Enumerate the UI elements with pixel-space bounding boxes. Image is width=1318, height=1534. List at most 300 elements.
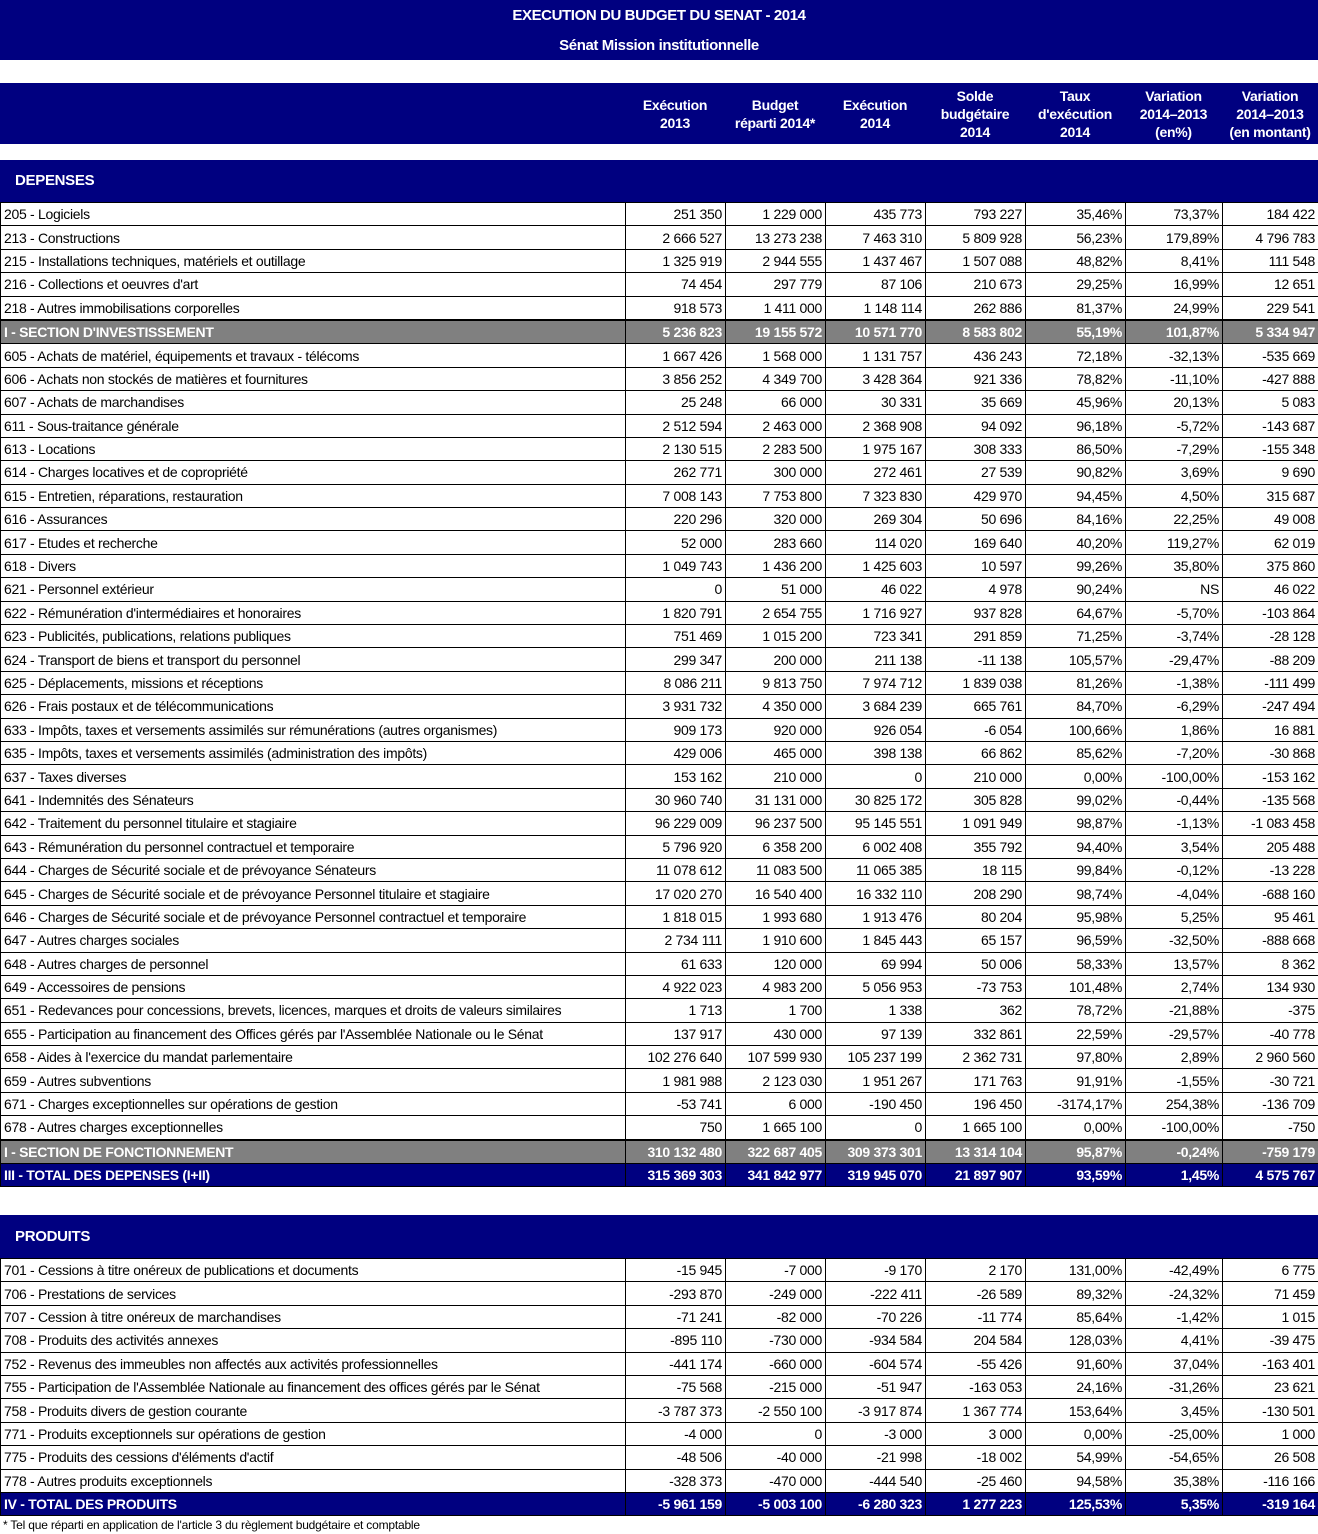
value-cell: 4,41% (1126, 1329, 1223, 1352)
value-cell: -48 506 (626, 1446, 726, 1469)
value-cell: 96,18% (1026, 414, 1126, 437)
value-cell: 55,19% (1026, 320, 1126, 344)
value-cell: 16 332 110 (826, 882, 926, 905)
row-label: 643 - Rémunération du personnel contractuel et temporaire (1, 835, 626, 858)
value-cell: -11 774 (926, 1305, 1026, 1328)
value-cell: 196 450 (926, 1092, 1026, 1115)
row-label: 617 - Etudes et recherche (1, 531, 626, 554)
value-cell: 2 734 111 (626, 929, 726, 952)
value-cell: -3 787 373 (626, 1399, 726, 1422)
value-cell: 0,00% (1026, 1116, 1126, 1140)
value-cell: 95 145 551 (826, 812, 926, 835)
row-label: 678 - Autres charges exceptionnelles (1, 1116, 626, 1140)
value-cell: 315 687 (1223, 484, 1318, 507)
value-cell: 1 713 (626, 999, 726, 1022)
value-cell: 153,64% (1026, 1399, 1126, 1422)
value-cell: -1,38% (1126, 671, 1223, 694)
value-cell: 51 000 (726, 578, 826, 601)
value-cell: 5,35% (1126, 1492, 1223, 1515)
value-cell: 105,57% (1026, 648, 1126, 671)
value-cell: 1 568 000 (726, 344, 826, 367)
table-row (1, 1069, 1318, 1092)
value-cell: -249 000 (726, 1282, 826, 1305)
table-row (1, 1305, 1318, 1328)
value-cell: -9 170 (826, 1259, 926, 1282)
value-cell: 2 362 731 (926, 1046, 1026, 1069)
value-cell: 87 106 (826, 273, 926, 296)
column-header: Exécution 2014 (842, 96, 908, 131)
value-cell: 1 425 603 (826, 554, 926, 577)
row-label: 706 - Prestations de services (1, 1282, 626, 1305)
table-row (1, 203, 1318, 226)
table-row (1, 1046, 1318, 1069)
value-cell: 4 350 000 (726, 695, 826, 718)
value-cell: -5,72% (1126, 414, 1223, 437)
value-cell: -28 128 (1223, 625, 1318, 648)
table-row (1, 1469, 1318, 1492)
value-cell: 19 155 572 (726, 320, 826, 344)
value-cell: 1 015 (1223, 1305, 1318, 1328)
value-cell: -441 174 (626, 1352, 726, 1375)
value-cell: -1,13% (1126, 812, 1223, 835)
value-cell: 7 008 143 (626, 484, 726, 507)
value-cell: 1 981 988 (626, 1069, 726, 1092)
value-cell: 50 006 (926, 952, 1026, 975)
row-label: IV - TOTAL DES PRODUITS (1, 1492, 626, 1515)
value-cell: 926 054 (826, 718, 926, 741)
value-cell: 430 000 (726, 1022, 826, 1045)
value-cell: 96,59% (1026, 929, 1126, 952)
value-cell: 5 809 928 (926, 226, 1026, 249)
table-row (1, 625, 1318, 648)
value-cell: 918 573 (626, 296, 726, 320)
value-cell: -934 584 (826, 1329, 926, 1352)
value-cell: 30 825 172 (826, 788, 926, 811)
value-cell: -604 574 (826, 1352, 926, 1375)
table-row (1, 484, 1318, 507)
row-label: 655 - Participation au financement des Offices gérés par l'Assemblée Nationale ou le Sénat (1, 1022, 626, 1045)
value-cell: 114 020 (826, 531, 926, 554)
value-cell: -100,00% (1126, 1116, 1223, 1140)
value-cell: 16 540 400 (726, 882, 826, 905)
value-cell: 23 621 (1223, 1375, 1318, 1398)
value-cell: -759 179 (1223, 1140, 1318, 1164)
column-header: Budget réparti 2014* (734, 96, 816, 131)
value-cell: 1 665 100 (926, 1116, 1026, 1140)
value-cell: -215 000 (726, 1375, 826, 1398)
value-cell: 8 583 802 (926, 320, 1026, 344)
value-cell: 1 818 015 (626, 905, 726, 928)
value-cell: -18 002 (926, 1446, 1026, 1469)
value-cell: 1 667 426 (626, 344, 726, 367)
table-row (1, 765, 1318, 788)
table-row (1, 1375, 1318, 1398)
value-cell: 1 148 114 (826, 296, 926, 320)
value-cell: 254,38% (1126, 1092, 1223, 1115)
value-cell: 320 000 (726, 508, 826, 531)
value-cell: 5 056 953 (826, 975, 926, 998)
value-cell: 102 276 640 (626, 1046, 726, 1069)
value-cell: -135 568 (1223, 788, 1318, 811)
value-cell: 13,57% (1126, 952, 1223, 975)
value-cell: 362 (926, 999, 1026, 1022)
value-cell: 211 138 (826, 648, 926, 671)
value-cell: 1 131 757 (826, 344, 926, 367)
value-cell: 5 334 947 (1223, 320, 1318, 344)
value-cell: 46 022 (826, 578, 926, 601)
value-cell: 1 436 200 (726, 554, 826, 577)
value-cell: -32,13% (1126, 344, 1223, 367)
value-cell: 13 273 238 (726, 226, 826, 249)
value-cell: 72,18% (1026, 344, 1126, 367)
table-row (1, 391, 1318, 414)
value-cell: -71 241 (626, 1305, 726, 1328)
value-cell: 2 654 755 (726, 601, 826, 624)
table-row (1, 344, 1318, 367)
value-cell: 24,99% (1126, 296, 1223, 320)
value-cell: 1 367 774 (926, 1399, 1026, 1422)
column-header: Variation 2014–2013 (en%) (1139, 87, 1208, 140)
column-header-band (0, 83, 1318, 144)
value-cell: -103 864 (1223, 601, 1318, 624)
table-row (1, 226, 1318, 249)
value-cell: -29,57% (1126, 1022, 1223, 1045)
value-cell: -293 870 (626, 1282, 726, 1305)
value-cell: -6 054 (926, 718, 1026, 741)
value-cell: 6 000 (726, 1092, 826, 1115)
value-cell: -895 110 (626, 1329, 726, 1352)
value-cell: 99,26% (1026, 554, 1126, 577)
value-cell: -55 426 (926, 1352, 1026, 1375)
value-cell: 322 687 405 (726, 1140, 826, 1164)
table-row (1, 952, 1318, 975)
value-cell: 4,50% (1126, 484, 1223, 507)
row-label: 205 - Logiciels (1, 203, 626, 226)
value-cell: 80 204 (926, 905, 1026, 928)
value-cell: 2 283 500 (726, 437, 826, 460)
title-banner (0, 0, 1318, 60)
value-cell: 171 763 (926, 1069, 1026, 1092)
value-cell: 2 123 030 (726, 1069, 826, 1092)
value-cell: 11 065 385 (826, 858, 926, 881)
value-cell: 18 115 (926, 858, 1026, 881)
value-cell: -3,74% (1126, 625, 1223, 648)
value-cell: 35,80% (1126, 554, 1223, 577)
value-cell: -1 083 458 (1223, 812, 1318, 835)
value-cell: 921 336 (926, 367, 1026, 390)
value-cell: 1 993 680 (726, 905, 826, 928)
value-cell: 204 584 (926, 1329, 1026, 1352)
row-label: 605 - Achats de matériel, équipements et travaux - télécoms (1, 344, 626, 367)
value-cell: 1 910 600 (726, 929, 826, 952)
row-label: 616 - Assurances (1, 508, 626, 531)
value-cell: 220 296 (626, 508, 726, 531)
value-cell: 26 508 (1223, 1446, 1318, 1469)
value-cell: 91,60% (1026, 1352, 1126, 1375)
row-label: 671 - Charges exceptionnelles sur opérations de gestion (1, 1092, 626, 1115)
value-cell: 62 019 (1223, 531, 1318, 554)
table-row (1, 788, 1318, 811)
row-label: 625 - Déplacements, missions et réceptions (1, 671, 626, 694)
table-row (1, 975, 1318, 998)
value-cell: -136 709 (1223, 1092, 1318, 1115)
value-cell: -143 687 (1223, 414, 1318, 437)
table-row (1, 718, 1318, 741)
value-cell: -42,49% (1126, 1259, 1223, 1282)
value-cell: 27 539 (926, 461, 1026, 484)
value-cell: 751 469 (626, 625, 726, 648)
row-label: 755 - Participation de l'Assemblée Nationale au financement des offices gérés par le Sénat (1, 1375, 626, 1398)
value-cell: -3174,17% (1026, 1092, 1126, 1115)
row-label: 624 - Transport de biens et transport du personnel (1, 648, 626, 671)
value-cell: 0,00% (1026, 765, 1126, 788)
table-row (1, 1446, 1318, 1469)
value-cell: 81,37% (1026, 296, 1126, 320)
table-row (1, 601, 1318, 624)
value-cell: 9 813 750 (726, 671, 826, 694)
value-cell: 100,66% (1026, 718, 1126, 741)
value-cell: 793 227 (926, 203, 1026, 226)
value-cell: 58,33% (1026, 952, 1126, 975)
value-cell: -11 138 (926, 648, 1026, 671)
value-cell: 96 237 500 (726, 812, 826, 835)
value-cell: -25,00% (1126, 1422, 1223, 1445)
value-cell: 12 651 (1223, 273, 1318, 296)
value-cell: -328 373 (626, 1469, 726, 1492)
value-cell: 25 248 (626, 391, 726, 414)
table-row (1, 1022, 1318, 1045)
value-cell: 210 673 (926, 273, 1026, 296)
value-cell: 723 341 (826, 625, 926, 648)
table-row (1, 648, 1318, 671)
value-cell: -0,12% (1126, 858, 1223, 881)
row-label: 651 - Redevances pour concessions, brevets, licences, marques et droits de valeurs similaires (1, 999, 626, 1022)
value-cell: 66 000 (726, 391, 826, 414)
value-cell: -73 753 (926, 975, 1026, 998)
value-cell: 2,89% (1126, 1046, 1223, 1069)
value-cell: 2 130 515 (626, 437, 726, 460)
table-row (1, 1259, 1318, 1282)
total-row (1, 1164, 1318, 1187)
value-cell: -6,29% (1126, 695, 1223, 718)
value-cell: 465 000 (726, 741, 826, 764)
value-cell: 169 640 (926, 531, 1026, 554)
value-cell: 85,62% (1026, 741, 1126, 764)
value-cell: 3,45% (1126, 1399, 1223, 1422)
column-header: Variation 2014–2013 (en montant) (1229, 87, 1311, 140)
value-cell: 81,26% (1026, 671, 1126, 694)
value-cell: -39 475 (1223, 1329, 1318, 1352)
value-cell: 11 078 612 (626, 858, 726, 881)
table-row (1, 1422, 1318, 1445)
row-label: 649 - Accessoires de pensions (1, 975, 626, 998)
value-cell: -535 669 (1223, 344, 1318, 367)
value-cell: -6 280 323 (826, 1492, 926, 1515)
value-cell: 5 236 823 (626, 320, 726, 344)
table-row (1, 461, 1318, 484)
value-cell: 22,59% (1026, 1022, 1126, 1045)
value-cell: -750 (1223, 1116, 1318, 1140)
value-cell: 8,41% (1126, 249, 1223, 272)
value-cell: 283 660 (726, 531, 826, 554)
row-label: I - SECTION D'INVESTISSEMENT (1, 320, 626, 344)
value-cell: -30 868 (1223, 741, 1318, 764)
value-cell: 1,86% (1126, 718, 1223, 741)
value-cell: 69 994 (826, 952, 926, 975)
value-cell: 332 861 (926, 1022, 1026, 1045)
value-cell: -155 348 (1223, 437, 1318, 460)
value-cell: 107 599 930 (726, 1046, 826, 1069)
value-cell: -427 888 (1223, 367, 1318, 390)
value-cell: 16,99% (1126, 273, 1223, 296)
value-cell: -75 568 (626, 1375, 726, 1398)
value-cell: 96 229 009 (626, 812, 726, 835)
value-cell: 89,32% (1026, 1282, 1126, 1305)
value-cell: 71 459 (1223, 1282, 1318, 1305)
value-cell: -730 000 (726, 1329, 826, 1352)
value-cell: 137 917 (626, 1022, 726, 1045)
table-row (1, 508, 1318, 531)
value-cell: -25 460 (926, 1469, 1026, 1492)
value-cell: -153 162 (1223, 765, 1318, 788)
table-row (1, 858, 1318, 881)
table-row (1, 905, 1318, 928)
value-cell: 1 507 088 (926, 249, 1026, 272)
value-cell: 91,91% (1026, 1069, 1126, 1092)
value-cell: 1 277 223 (926, 1492, 1026, 1515)
value-cell: -319 164 (1223, 1492, 1318, 1515)
value-cell: -100,00% (1126, 765, 1223, 788)
value-cell: 6 002 408 (826, 835, 926, 858)
value-cell: 5 796 920 (626, 835, 726, 858)
row-label: 644 - Charges de Sécurité sociale et de prévoyance Sénateurs (1, 858, 626, 881)
table-row (1, 812, 1318, 835)
table-row (1, 1092, 1318, 1115)
value-cell: 21 897 907 (926, 1164, 1026, 1187)
value-cell: -26 589 (926, 1282, 1026, 1305)
value-cell: -190 450 (826, 1092, 926, 1115)
value-cell: 375 860 (1223, 554, 1318, 577)
value-cell: -470 000 (726, 1469, 826, 1492)
value-cell: -116 166 (1223, 1469, 1318, 1492)
row-label: 218 - Autres immobilisations corporelles (1, 296, 626, 320)
row-label: 659 - Autres subventions (1, 1069, 626, 1092)
value-cell: 309 373 301 (826, 1140, 926, 1164)
column-header: Taux d'exécution 2014 (1038, 87, 1112, 140)
value-cell: 205 488 (1223, 835, 1318, 858)
row-label: 648 - Autres charges de personnel (1, 952, 626, 975)
value-cell: 341 842 977 (726, 1164, 826, 1187)
table-row (1, 999, 1318, 1022)
value-cell: 0 (826, 765, 926, 788)
value-cell: 50 696 (926, 508, 1026, 531)
value-cell: 134 930 (1223, 975, 1318, 998)
value-cell: 7 323 830 (826, 484, 926, 507)
value-cell: 24,16% (1026, 1375, 1126, 1398)
table-row (1, 1352, 1318, 1375)
row-label: 646 - Charges de Sécurité sociale et de prévoyance Personnel contractuel et temporaire (1, 905, 626, 928)
value-cell: 1 049 743 (626, 554, 726, 577)
value-cell: 65 157 (926, 929, 1026, 952)
row-label: 708 - Produits des activités annexes (1, 1329, 626, 1352)
value-cell: 66 862 (926, 741, 1026, 764)
row-label: 645 - Charges de Sécurité sociale et de prévoyance Personnel titulaire et stagiaire (1, 882, 626, 905)
table-row (1, 437, 1318, 460)
value-cell: 355 792 (926, 835, 1026, 858)
value-cell: 74 454 (626, 273, 726, 296)
row-label: 213 - Constructions (1, 226, 626, 249)
row-label: 641 - Indemnités des Sénateurs (1, 788, 626, 811)
value-cell: -1,55% (1126, 1069, 1223, 1092)
table-row (1, 554, 1318, 577)
table-row (1, 1329, 1318, 1352)
value-cell: -88 209 (1223, 648, 1318, 671)
value-cell: 10 597 (926, 554, 1026, 577)
value-cell: 8 086 211 (626, 671, 726, 694)
value-cell: 37,04% (1126, 1352, 1223, 1375)
table-row (1, 835, 1318, 858)
row-label: 611 - Sous-traitance générale (1, 414, 626, 437)
section-header-depenses (0, 160, 1318, 202)
value-cell: 95,98% (1026, 905, 1126, 928)
value-cell: 210 000 (726, 765, 826, 788)
value-cell: 11 083 500 (726, 858, 826, 881)
row-label: 771 - Produits exceptionnels sur opérations de gestion (1, 1422, 626, 1445)
value-cell: 119,27% (1126, 531, 1223, 554)
value-cell: 84,70% (1026, 695, 1126, 718)
value-cell: 251 350 (626, 203, 726, 226)
value-cell: 291 859 (926, 625, 1026, 648)
value-cell: 1 437 467 (826, 249, 926, 272)
value-cell: 2 512 594 (626, 414, 726, 437)
value-cell: 99,02% (1026, 788, 1126, 811)
value-cell: 429 006 (626, 741, 726, 764)
value-cell: 56,23% (1026, 226, 1126, 249)
value-cell: -7,20% (1126, 741, 1223, 764)
value-cell: -21 998 (826, 1446, 926, 1469)
row-label: 701 - Cessions à titre onéreux de publications et documents (1, 1259, 626, 1282)
value-cell: 4 922 023 (626, 975, 726, 998)
value-cell: -51 947 (826, 1375, 926, 1398)
value-cell: 52 000 (626, 531, 726, 554)
table-row (1, 695, 1318, 718)
value-cell: 1 229 000 (726, 203, 826, 226)
value-cell: -53 741 (626, 1092, 726, 1115)
value-cell: 94,45% (1026, 484, 1126, 507)
total-row (1, 1492, 1318, 1515)
value-cell: 13 314 104 (926, 1140, 1026, 1164)
value-cell: 229 541 (1223, 296, 1318, 320)
value-cell: 90,24% (1026, 578, 1126, 601)
value-cell: 35,38% (1126, 1469, 1223, 1492)
value-cell: 40,20% (1026, 531, 1126, 554)
row-label: III - TOTAL DES DEPENSES (I+II) (1, 1164, 626, 1187)
value-cell: -15 945 (626, 1259, 726, 1282)
value-cell: 86,50% (1026, 437, 1126, 460)
value-cell: -21,88% (1126, 999, 1223, 1022)
value-cell: 101,87% (1126, 320, 1223, 344)
value-cell: 0 (626, 578, 726, 601)
row-label: 614 - Charges locatives et de copropriété (1, 461, 626, 484)
value-cell: 3 684 239 (826, 695, 926, 718)
value-cell: 4 796 783 (1223, 226, 1318, 249)
value-cell: 97,80% (1026, 1046, 1126, 1069)
column-header: Exécution 2013 (642, 96, 708, 131)
value-cell: -0,44% (1126, 788, 1223, 811)
value-cell: -31,26% (1126, 1375, 1223, 1398)
value-cell: 7 974 712 (826, 671, 926, 694)
value-cell: 300 000 (726, 461, 826, 484)
